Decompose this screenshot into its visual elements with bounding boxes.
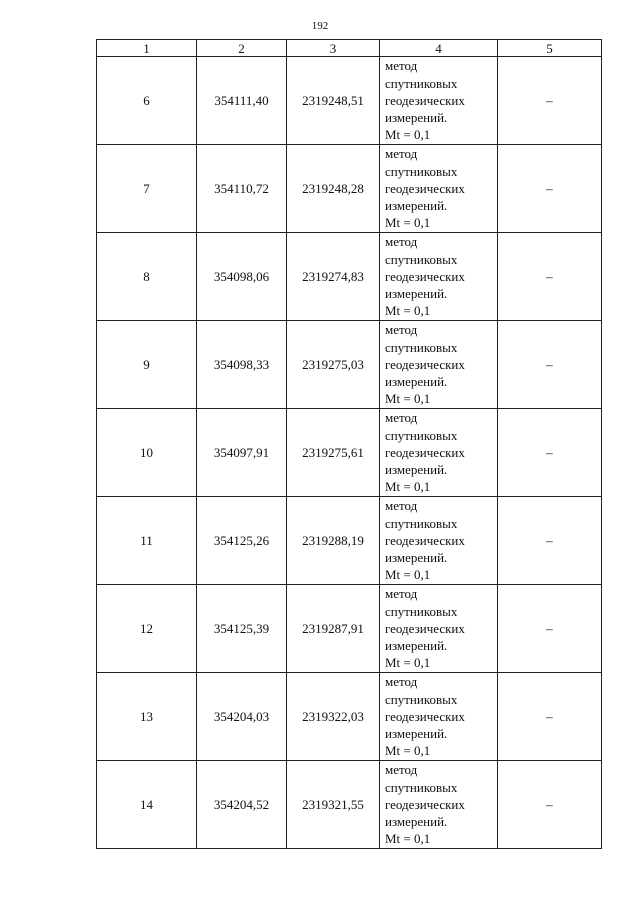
header-row <box>97 40 602 57</box>
point-number: 12 <box>97 585 197 673</box>
coordinate-y: 2319248,28 <box>287 145 380 233</box>
coordinate-y: 2319321,55 <box>287 761 380 849</box>
table-row <box>97 761 602 849</box>
column-5-value: – <box>498 321 602 409</box>
measurement-method: метод спутниковых геодезических измерений. Mt = 0,1 <box>380 409 498 497</box>
coordinate-y: 2319287,91 <box>287 585 380 673</box>
coordinate-x: 354097,91 <box>197 409 287 497</box>
column-5-value: – <box>498 761 602 849</box>
point-number: 6 <box>97 57 197 145</box>
coordinate-y: 2319322,03 <box>287 673 380 761</box>
table-row <box>97 409 602 497</box>
column-5-value: – <box>498 57 602 145</box>
column-5-value: – <box>498 585 602 673</box>
column-5-value: – <box>498 145 602 233</box>
table-header <box>97 40 602 57</box>
measurement-method: метод спутниковых геодезических измерений. Mt = 0,1 <box>380 57 498 145</box>
header-col-4: 4 <box>380 40 498 57</box>
measurement-method: метод спутниковых геодезических измерений. Mt = 0,1 <box>380 233 498 321</box>
coordinate-x: 354125,26 <box>197 497 287 585</box>
coordinate-x: 354098,06 <box>197 233 287 321</box>
point-number: 7 <box>97 145 197 233</box>
coordinate-x: 354125,39 <box>197 585 287 673</box>
point-number: 13 <box>97 673 197 761</box>
coordinate-x: 354204,03 <box>197 673 287 761</box>
column-5-value: – <box>498 673 602 761</box>
coordinates-table <box>96 39 602 849</box>
measurement-method: метод спутниковых геодезических измерений. Mt = 0,1 <box>380 145 498 233</box>
table-row <box>97 233 602 321</box>
column-5-value: – <box>498 233 602 321</box>
measurement-method: метод спутниковых геодезических измерений. Mt = 0,1 <box>380 321 498 409</box>
point-number: 14 <box>97 761 197 849</box>
table-row <box>97 57 602 145</box>
coordinate-x: 354110,72 <box>197 145 287 233</box>
coordinate-y: 2319248,51 <box>287 57 380 145</box>
point-number: 9 <box>97 321 197 409</box>
table-row <box>97 321 602 409</box>
table-row <box>97 585 602 673</box>
point-number: 11 <box>97 497 197 585</box>
measurement-method: метод спутниковых геодезических измерений. Mt = 0,1 <box>380 761 498 849</box>
header-col-5: 5 <box>498 40 602 57</box>
column-5-value: – <box>498 497 602 585</box>
coordinate-x: 354111,40 <box>197 57 287 145</box>
coordinate-x: 354204,52 <box>197 761 287 849</box>
header-col-2: 2 <box>197 40 287 57</box>
header-col-3: 3 <box>287 40 380 57</box>
page-number: 192 <box>311 20 329 32</box>
coordinate-y: 2319275,03 <box>287 321 380 409</box>
measurement-method: метод спутниковых геодезических измерений. Mt = 0,1 <box>380 497 498 585</box>
header-col-1: 1 <box>97 40 197 57</box>
measurement-method: метод спутниковых геодезических измерений. Mt = 0,1 <box>380 585 498 673</box>
coordinate-x: 354098,33 <box>197 321 287 409</box>
coordinate-y: 2319288,19 <box>287 497 380 585</box>
point-number: 10 <box>97 409 197 497</box>
table-row <box>97 497 602 585</box>
column-5-value: – <box>498 409 602 497</box>
table-row <box>97 145 602 233</box>
table-row <box>97 673 602 761</box>
measurement-method: метод спутниковых геодезических измерений. Mt = 0,1 <box>380 673 498 761</box>
table-body <box>97 57 602 849</box>
coordinate-y: 2319275,61 <box>287 409 380 497</box>
coordinate-y: 2319274,83 <box>287 233 380 321</box>
point-number: 8 <box>97 233 197 321</box>
